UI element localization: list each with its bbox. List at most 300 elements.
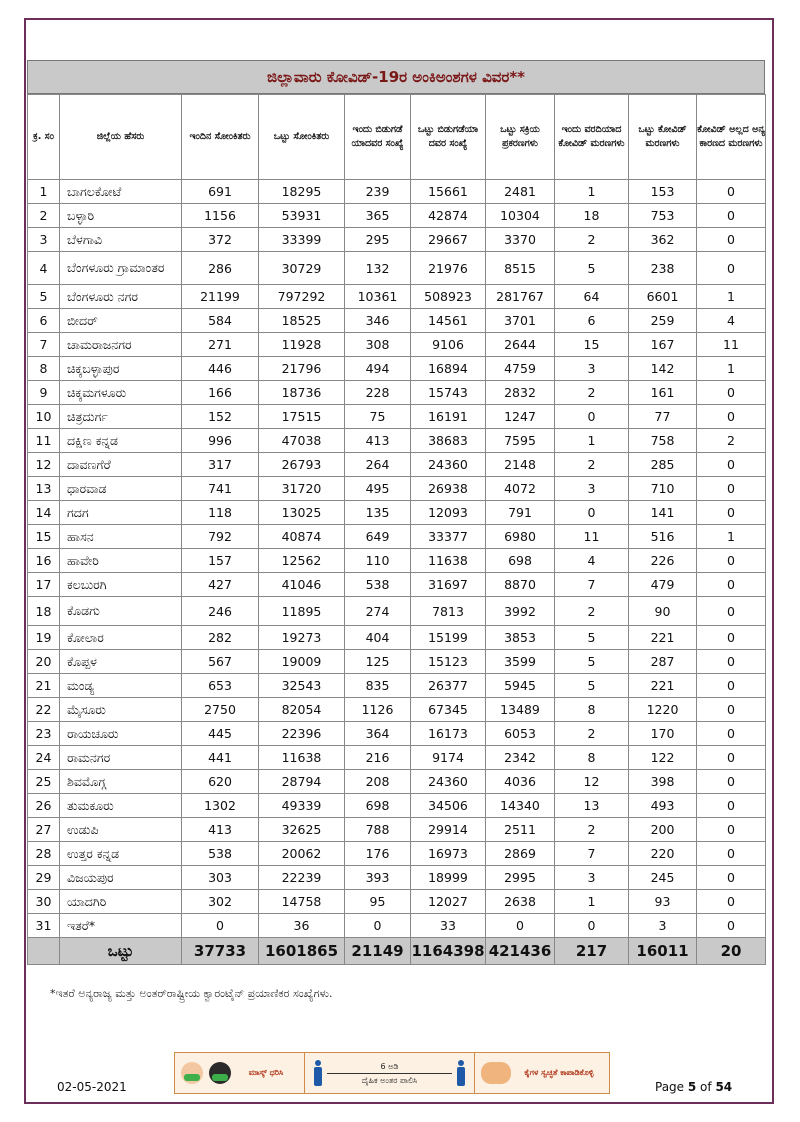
table-row — [28, 204, 766, 228]
cell-non-covid-deaths: 0 — [697, 626, 766, 650]
cell-total-discharged: 9106 — [411, 333, 486, 357]
cell-total-discharged: 26377 — [411, 674, 486, 698]
cell-today-deaths: 8 — [555, 698, 629, 722]
table-row — [28, 180, 766, 204]
cell-today-deaths: 7 — [555, 842, 629, 866]
cell-today-discharged: 95 — [345, 890, 411, 914]
cell-today-positive: 271 — [182, 333, 259, 357]
cell-sno: 5 — [28, 285, 60, 309]
cell-total-discharged: 16894 — [411, 357, 486, 381]
cell-today-positive: 1156 — [182, 204, 259, 228]
cell-total-discharged: 24360 — [411, 770, 486, 794]
cell-active-cases: 2481 — [486, 180, 555, 204]
cell-total-deaths: 259 — [629, 309, 697, 333]
cell-today-deaths: 3 — [555, 477, 629, 501]
cell-non-covid-deaths: 0 — [697, 794, 766, 818]
cell-today-deaths: 0 — [555, 501, 629, 525]
cell-sno: 9 — [28, 381, 60, 405]
cell-total-discharged: 7813 — [411, 597, 486, 626]
cell-today-discharged: 10361 — [345, 285, 411, 309]
table-row — [28, 228, 766, 252]
header-total-positive: ಒಟ್ಟು ಸೋಂಕಿತರು — [259, 95, 345, 180]
cell-sno: 26 — [28, 794, 60, 818]
table-row — [28, 453, 766, 477]
cell-sno: 7 — [28, 333, 60, 357]
cell-sno: 13 — [28, 477, 60, 501]
cell-active-cases: 2342 — [486, 746, 555, 770]
cell-today-discharged: 125 — [345, 650, 411, 674]
cell-active-cases: 2644 — [486, 333, 555, 357]
cell-today-deaths: 5 — [555, 252, 629, 285]
cell-today-deaths: 3 — [555, 357, 629, 381]
cell-today-deaths: 2 — [555, 597, 629, 626]
cell-today-discharged: 308 — [345, 333, 411, 357]
cell-today-deaths: 0 — [555, 405, 629, 429]
cell-active-cases: 7595 — [486, 429, 555, 453]
cell-today-deaths: 7 — [555, 573, 629, 597]
cell-today-deaths: 5 — [555, 674, 629, 698]
cell-today-deaths: 18 — [555, 204, 629, 228]
cell-active-cases: 791 — [486, 501, 555, 525]
cell-total-positive: 12562 — [259, 549, 345, 573]
cell-total-deaths: 245 — [629, 866, 697, 890]
cell-today-positive: 741 — [182, 477, 259, 501]
cell-total-discharged: 42874 — [411, 204, 486, 228]
total-active-cases: 421436 — [486, 938, 555, 965]
cell-district: ಇತರೆ* — [60, 914, 182, 938]
cell-total-deaths: 398 — [629, 770, 697, 794]
cell-total-deaths: 710 — [629, 477, 697, 501]
cell-active-cases: 13489 — [486, 698, 555, 722]
cell-total-deaths: 200 — [629, 818, 697, 842]
table-row — [28, 285, 766, 309]
cell-active-cases: 10304 — [486, 204, 555, 228]
cell-today-deaths: 64 — [555, 285, 629, 309]
cell-total-deaths: 170 — [629, 722, 697, 746]
cell-total-discharged: 15743 — [411, 381, 486, 405]
cell-district: ಚಾಮರಾಜನಗರ — [60, 333, 182, 357]
cell-today-deaths: 2 — [555, 722, 629, 746]
cell-total-positive: 18295 — [259, 180, 345, 204]
header-total-deaths: ಒಟ್ಟು ಕೋವಿಡ್ ಮರಣಗಳು — [629, 95, 697, 180]
table-row — [28, 698, 766, 722]
cell-today-deaths: 11 — [555, 525, 629, 549]
table-row — [28, 333, 766, 357]
table-row — [28, 573, 766, 597]
cell-total-discharged: 21976 — [411, 252, 486, 285]
cell-active-cases: 2638 — [486, 890, 555, 914]
cell-sno: 21 — [28, 674, 60, 698]
cell-sno: 27 — [28, 818, 60, 842]
cell-sno: 20 — [28, 650, 60, 674]
cell-active-cases: 2148 — [486, 453, 555, 477]
cell-total-discharged: 38683 — [411, 429, 486, 453]
cell-today-positive: 157 — [182, 549, 259, 573]
cell-total-positive: 47038 — [259, 429, 345, 453]
cell-total-positive: 30729 — [259, 252, 345, 285]
cell-total-positive: 18736 — [259, 381, 345, 405]
cell-total-discharged: 34506 — [411, 794, 486, 818]
table-row — [28, 914, 766, 938]
cell-total-positive: 20062 — [259, 842, 345, 866]
cell-active-cases: 281767 — [486, 285, 555, 309]
cell-total-positive: 32625 — [259, 818, 345, 842]
total-today-discharged: 21149 — [345, 938, 411, 965]
cell-total-discharged: 9174 — [411, 746, 486, 770]
cell-today-positive: 441 — [182, 746, 259, 770]
cell-district: ಶಿವಮೊಗ್ಗ — [60, 770, 182, 794]
cell-sno: 25 — [28, 770, 60, 794]
cell-sno: 24 — [28, 746, 60, 770]
cell-non-covid-deaths: 0 — [697, 252, 766, 285]
cell-sno: 22 — [28, 698, 60, 722]
cell-total-discharged: 15123 — [411, 650, 486, 674]
total-row — [28, 938, 766, 965]
cell-total-deaths: 6601 — [629, 285, 697, 309]
cell-today-discharged: 1126 — [345, 698, 411, 722]
distance-value: 6 ಅಡಿ — [380, 1061, 399, 1071]
cell-today-deaths: 1 — [555, 429, 629, 453]
cell-sno: 2 — [28, 204, 60, 228]
cell-non-covid-deaths: 1 — [697, 357, 766, 381]
cell-today-discharged: 649 — [345, 525, 411, 549]
cell-today-discharged: 176 — [345, 842, 411, 866]
table-row — [28, 890, 766, 914]
cell-active-cases: 8870 — [486, 573, 555, 597]
cell-sno: 28 — [28, 842, 60, 866]
cell-district: ಹಾಸನ — [60, 525, 182, 549]
cell-district: ಬೆಳಗಾವಿ — [60, 228, 182, 252]
cell-district: ರಾಯಚೂರು — [60, 722, 182, 746]
total-today-positive: 37733 — [182, 938, 259, 965]
cell-total-discharged: 29914 — [411, 818, 486, 842]
cell-non-covid-deaths: 0 — [697, 204, 766, 228]
cell-today-positive: 303 — [182, 866, 259, 890]
cell-total-positive: 11928 — [259, 333, 345, 357]
cell-today-positive: 317 — [182, 453, 259, 477]
cell-sno: 15 — [28, 525, 60, 549]
cell-today-positive: 413 — [182, 818, 259, 842]
cell-active-cases: 5945 — [486, 674, 555, 698]
table-row — [28, 746, 766, 770]
table-row — [28, 405, 766, 429]
cell-today-discharged: 295 — [345, 228, 411, 252]
cell-total-discharged: 31697 — [411, 573, 486, 597]
cell-total-deaths: 221 — [629, 626, 697, 650]
cell-total-positive: 14758 — [259, 890, 345, 914]
cell-today-deaths: 3 — [555, 866, 629, 890]
cell-active-cases: 4036 — [486, 770, 555, 794]
cell-today-positive: 372 — [182, 228, 259, 252]
cell-today-discharged: 404 — [345, 626, 411, 650]
cell-sno: 4 — [28, 252, 60, 285]
cell-non-covid-deaths: 0 — [697, 746, 766, 770]
cell-district: ಚಿತ್ರದುರ್ಗ — [60, 405, 182, 429]
cell-non-covid-deaths: 0 — [697, 914, 766, 938]
cell-non-covid-deaths: 11 — [697, 333, 766, 357]
cell-total-discharged: 11638 — [411, 549, 486, 573]
masked-face-icon — [181, 1062, 203, 1084]
table-row — [28, 429, 766, 453]
cell-total-discharged: 18999 — [411, 866, 486, 890]
cell-district: ವಿಜಯಪುರ — [60, 866, 182, 890]
cell-total-deaths: 1220 — [629, 698, 697, 722]
cell-sno: 8 — [28, 357, 60, 381]
cell-active-cases: 2832 — [486, 381, 555, 405]
cell-total-deaths: 141 — [629, 501, 697, 525]
cell-district: ಕೊಡಗು — [60, 597, 182, 626]
distance-arrow — [323, 1061, 456, 1086]
cell-today-deaths: 0 — [555, 914, 629, 938]
cell-total-positive: 41046 — [259, 573, 345, 597]
cell-non-covid-deaths: 0 — [697, 842, 766, 866]
table-row — [28, 626, 766, 650]
cell-active-cases: 3370 — [486, 228, 555, 252]
cell-non-covid-deaths: 2 — [697, 429, 766, 453]
cell-non-covid-deaths: 0 — [697, 698, 766, 722]
cell-today-discharged: 393 — [345, 866, 411, 890]
cell-total-positive: 53931 — [259, 204, 345, 228]
cell-district: ಕೊಪ್ಪಳ — [60, 650, 182, 674]
total-today-deaths: 217 — [555, 938, 629, 965]
cell-district: ಬೆಂಗಳೂರು ನಗರ — [60, 285, 182, 309]
cell-district: ದಕ್ಷಿಣ ಕನ್ನಡ — [60, 429, 182, 453]
cell-today-discharged: 788 — [345, 818, 411, 842]
cell-total-discharged: 29667 — [411, 228, 486, 252]
cell-sno: 1 — [28, 180, 60, 204]
header-active-cases: ಒಟ್ಟು ಸಕ್ರಿಯ ಪ್ರಕರಣಗಳು — [486, 95, 555, 180]
table-row — [28, 381, 766, 405]
cell-today-discharged: 494 — [345, 357, 411, 381]
cell-today-discharged: 264 — [345, 453, 411, 477]
person-icon-2 — [456, 1060, 466, 1086]
cell-total-deaths: 221 — [629, 674, 697, 698]
cell-total-deaths: 226 — [629, 549, 697, 573]
cell-sno: 16 — [28, 549, 60, 573]
cell-total-discharged: 33377 — [411, 525, 486, 549]
table-row — [28, 597, 766, 626]
cell-total-positive: 26793 — [259, 453, 345, 477]
cell-today-positive: 21199 — [182, 285, 259, 309]
cell-today-positive: 0 — [182, 914, 259, 938]
cell-sno: 11 — [28, 429, 60, 453]
cell-today-discharged: 75 — [345, 405, 411, 429]
cell-total-positive: 19009 — [259, 650, 345, 674]
cell-total-deaths: 362 — [629, 228, 697, 252]
cell-today-discharged: 0 — [345, 914, 411, 938]
cell-active-cases: 6053 — [486, 722, 555, 746]
cell-non-covid-deaths: 4 — [697, 309, 766, 333]
cell-today-discharged: 274 — [345, 597, 411, 626]
cell-total-discharged: 508923 — [411, 285, 486, 309]
cell-non-covid-deaths: 0 — [697, 573, 766, 597]
cell-today-positive: 567 — [182, 650, 259, 674]
cell-district: ಬಾಗಲಕೋಟೆ — [60, 180, 182, 204]
total-non-covid-deaths: 20 — [697, 938, 766, 965]
cell-today-discharged: 239 — [345, 180, 411, 204]
cell-active-cases: 1247 — [486, 405, 555, 429]
cell-today-positive: 653 — [182, 674, 259, 698]
cell-sno: 17 — [28, 573, 60, 597]
cell-today-discharged: 216 — [345, 746, 411, 770]
table-row — [28, 770, 766, 794]
cell-district: ಗದಗ — [60, 501, 182, 525]
cell-active-cases: 0 — [486, 914, 555, 938]
cell-non-covid-deaths: 1 — [697, 285, 766, 309]
cell-district: ಉಡುಪಿ — [60, 818, 182, 842]
header-today-positive: ಇಂದಿನ ಸೋಂಕಿತರು — [182, 95, 259, 180]
table-row — [28, 357, 766, 381]
cell-today-discharged: 698 — [345, 794, 411, 818]
cell-today-discharged: 135 — [345, 501, 411, 525]
cell-non-covid-deaths: 0 — [697, 597, 766, 626]
cell-today-positive: 792 — [182, 525, 259, 549]
cell-active-cases: 3992 — [486, 597, 555, 626]
cell-today-deaths: 4 — [555, 549, 629, 573]
table-row — [28, 794, 766, 818]
cell-today-positive: 691 — [182, 180, 259, 204]
cell-sno: 6 — [28, 309, 60, 333]
cell-today-positive: 246 — [182, 597, 259, 626]
cell-district: ಯಾದಗಿರಿ — [60, 890, 182, 914]
header-row — [28, 95, 766, 180]
cell-total-positive: 11638 — [259, 746, 345, 770]
cell-today-positive: 620 — [182, 770, 259, 794]
cell-total-positive: 28794 — [259, 770, 345, 794]
cell-total-discharged: 67345 — [411, 698, 486, 722]
cell-non-covid-deaths: 0 — [697, 650, 766, 674]
table-row — [28, 549, 766, 573]
cell-today-discharged: 835 — [345, 674, 411, 698]
distance-section — [305, 1053, 475, 1093]
header-total-discharged: ಒಟ್ಟು ಬಿಡುಗಡೆಯಾ ದವರ ಸಂಖ್ಯೆ — [411, 95, 486, 180]
cell-non-covid-deaths: 0 — [697, 180, 766, 204]
header-district: ಜಿಲ್ಲೆಯ ಹೆಸರು — [60, 95, 182, 180]
cell-sno: 23 — [28, 722, 60, 746]
cell-active-cases: 14340 — [486, 794, 555, 818]
cell-active-cases: 2995 — [486, 866, 555, 890]
cell-today-positive: 286 — [182, 252, 259, 285]
cell-total-deaths: 220 — [629, 842, 697, 866]
table-row — [28, 252, 766, 285]
cell-district: ಮಂಡ್ಯ — [60, 674, 182, 698]
table-row — [28, 818, 766, 842]
cell-non-covid-deaths: 0 — [697, 818, 766, 842]
cell-sno: 19 — [28, 626, 60, 650]
cell-total-discharged: 15661 — [411, 180, 486, 204]
cell-total-positive: 17515 — [259, 405, 345, 429]
covid-district-table — [27, 94, 766, 965]
cell-district: ಹಾವೇರಿ — [60, 549, 182, 573]
cell-active-cases: 2511 — [486, 818, 555, 842]
cell-total-positive: 21796 — [259, 357, 345, 381]
cell-today-deaths: 1 — [555, 890, 629, 914]
cell-total-deaths: 93 — [629, 890, 697, 914]
covid-guidelines-banner — [174, 1052, 610, 1094]
total-total-discharged: 1164398 — [411, 938, 486, 965]
cell-total-discharged: 24360 — [411, 453, 486, 477]
cell-total-positive: 13025 — [259, 501, 345, 525]
person-icon — [313, 1060, 323, 1086]
cell-total-discharged: 26938 — [411, 477, 486, 501]
washing-hands-icon — [481, 1062, 511, 1084]
cell-total-deaths: 493 — [629, 794, 697, 818]
cell-total-deaths: 167 — [629, 333, 697, 357]
cell-today-deaths: 8 — [555, 746, 629, 770]
cell-non-covid-deaths: 0 — [697, 477, 766, 501]
cell-sno: 30 — [28, 890, 60, 914]
cell-today-deaths: 5 — [555, 650, 629, 674]
cell-total-positive: 36 — [259, 914, 345, 938]
cell-non-covid-deaths: 0 — [697, 381, 766, 405]
cell-non-covid-deaths: 1 — [697, 525, 766, 549]
cell-district: ಚಿಕ್ಕಮಗಳೂರು — [60, 381, 182, 405]
cell-non-covid-deaths: 0 — [697, 890, 766, 914]
masked-face-icon-2 — [209, 1062, 231, 1084]
table-row — [28, 501, 766, 525]
cell-sno: 3 — [28, 228, 60, 252]
cell-today-discharged: 132 — [345, 252, 411, 285]
cell-total-positive: 82054 — [259, 698, 345, 722]
header-sno: ಕ್ರ. ಸಂ — [28, 95, 60, 180]
cell-non-covid-deaths: 0 — [697, 866, 766, 890]
cell-total-deaths: 3 — [629, 914, 697, 938]
cell-district: ತುಮಕೂರು — [60, 794, 182, 818]
cell-today-deaths: 6 — [555, 309, 629, 333]
cell-district: ಬಳ್ಳಾರಿ — [60, 204, 182, 228]
cell-today-deaths: 12 — [555, 770, 629, 794]
cell-total-positive: 32543 — [259, 674, 345, 698]
cell-total-discharged: 16173 — [411, 722, 486, 746]
cell-total-discharged: 33 — [411, 914, 486, 938]
cell-active-cases: 698 — [486, 549, 555, 573]
table-row — [28, 866, 766, 890]
cell-today-positive: 302 — [182, 890, 259, 914]
cell-total-deaths: 142 — [629, 357, 697, 381]
cell-today-positive: 538 — [182, 842, 259, 866]
cell-sno: 10 — [28, 405, 60, 429]
total-total-positive: 1601865 — [259, 938, 345, 965]
cell-today-positive: 282 — [182, 626, 259, 650]
cell-total-deaths: 516 — [629, 525, 697, 549]
table-row — [28, 309, 766, 333]
cell-district: ಧಾರವಾಡ — [60, 477, 182, 501]
cell-district: ರಾಮನಗರ — [60, 746, 182, 770]
cell-total-positive: 40874 — [259, 525, 345, 549]
table-row — [28, 722, 766, 746]
cell-sno: 12 — [28, 453, 60, 477]
cell-total-positive: 11895 — [259, 597, 345, 626]
cell-district: ಚಿಕ್ಕಬಳ್ಳಾಪುರ — [60, 357, 182, 381]
cell-active-cases: 4759 — [486, 357, 555, 381]
table-title: ಜಿಲ್ಲಾವಾರು ಕೋವಿಡ್-19ರ ಅಂಕಿಅಂಶಗಳ ವಿವರ** — [27, 60, 765, 94]
cell-total-deaths: 285 — [629, 453, 697, 477]
cell-total-deaths: 479 — [629, 573, 697, 597]
cell-sno: 14 — [28, 501, 60, 525]
cell-district: ದಾವಣಗೆರೆ — [60, 453, 182, 477]
table-row — [28, 525, 766, 549]
cell-sno: 18 — [28, 597, 60, 626]
cell-today-deaths: 15 — [555, 333, 629, 357]
header-non-covid-deaths: ಕೋವಿಡ್ ಅಲ್ಲದ ಅನ್ಯ ಕಾರಣದ ಮರಣಗಳು — [697, 95, 766, 180]
cell-active-cases: 3599 — [486, 650, 555, 674]
cell-today-positive: 446 — [182, 357, 259, 381]
cell-total-positive: 33399 — [259, 228, 345, 252]
mask-section — [175, 1053, 305, 1093]
cell-district: ಕಲಬುರಗಿ — [60, 573, 182, 597]
table-row — [28, 477, 766, 501]
cell-non-covid-deaths: 0 — [697, 549, 766, 573]
